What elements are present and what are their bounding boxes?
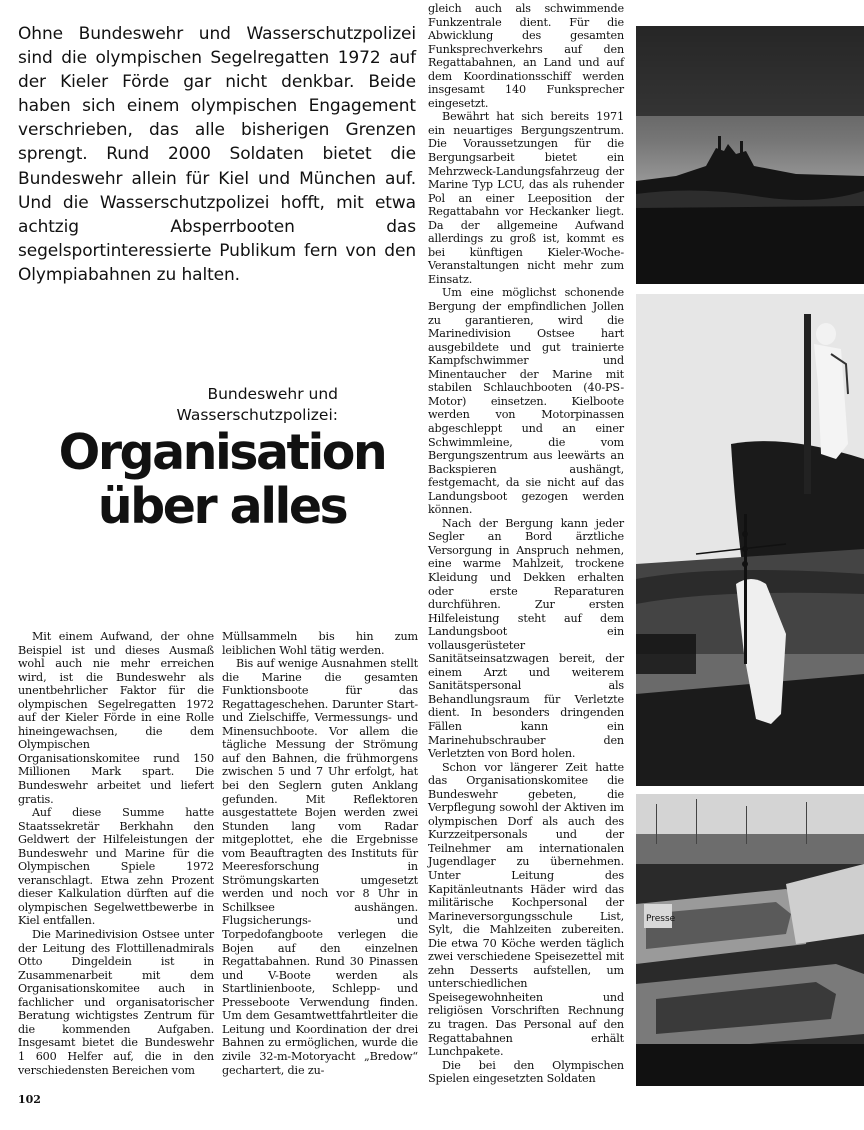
headline-line-1: Organisation [58, 424, 386, 481]
paragraph: Um eine möglichst schonende Bergung der empfindlichen Jollen zu garantieren, wird die Marinedivision Ostsee hart ausgebildete und gut trainierte Kampfschwimmer und Minentaucher der Marine mit stabilen Schlauchbooten (40-PS-Motor) einsetzen. Kielboote werden von Motorpinassen abgeschleppt und an einer Schwimmleine, die vom Bergungszentrum aus leewärts an Backspieren aushängt, festgemacht, da sie nicht auf das Landungsboot gezogen werden können. [428, 286, 624, 517]
lead-paragraph: Ohne Bundeswehr und Wasserschutzpolizei sind die olympischen Segelregatten 1972 auf der Kieler Förde gar nicht denkbar. Beide haben sich einem olympischen Engagement verschrieben, das alle bisherigen Grenzen sprengt. Rund 2000 Soldaten bietet die Bundeswehr allein für Kiel und München auf. Und die Wasserschutzpolizei hofft, mit etwa achtzig Absperrbooten das segelsportinteressierte Publikum fern von den Olympiabahnen zu halten. [18, 24, 416, 285]
paragraph: Schon vor längerer Zeit hatte das Organisationskomitee die Bundeswehr gebeten, die Verpflegung sowohl der Aktiven im olympischen Dorf als auch des Kurzzeitpersonals und der Teilnehmer am internationalen Jugendlager zu übernehmen. Unter Leitung des Kapitänleutnants Häder wird das militärische Kochpersonal der Marineversorgungsschule List, Sylt, die Mahlzeiten zubereiten. Die etwa 70 Köche werden täglich zwei verschiedene Speisezettel mit zehn Desserts aufstellen, um unterschiedlichen Speisegewohnheiten und religiösen Vorschriften Rechnung zu tragen. Das Personal auf den Regattabahnen erhält Lunchpakete. [428, 760, 624, 1059]
paragraph: Auf diese Summe hatte Staatssekretär Berkhahn den Geldwert der Hilfeleistungen der Bundeswehr und Marine für die Olympischen Spiele 1972 veranschlagt. Etwa zehn Prozent dieser Kalkulation dürften auf die olympischen Segelwettbewerbe in Kiel entfallen. [18, 806, 214, 928]
boat-marking: Presse [646, 914, 676, 924]
text-column-2 [222, 630, 418, 1077]
paragraph: Nach der Bergung kann jeder Segler an Bord ärztliche Versorgung in Anspruch nehmen, eine warme Mahlzeit, trockene Kleidung und Dekken erhalten oder erste Reparaturen durchführen. Zur ersten Hilfeleistung steht auf dem Landungsboot ein vollausgerüsteter Sanitätseinsatzwagen bereit, der einem Arzt und weiterem Sanitätspersonal als Behandlungsraum für Verletzte dient. In besonders dringenden Fällen kann ein Marinehubschrauber den Verletzten von Bord holen. [428, 516, 624, 761]
harbor-boats-photo [636, 794, 864, 1086]
paragraph: Müllsammeln bis hin zum leiblichen Wohl tätig werden. [222, 630, 418, 657]
paragraph: gleich auch als schwimmende Funkzentrale dient. Für die Abwicklung des gesamten Funksprechverkehrs auf den Regattabahnen, an Land und auf dem Koordinationsschiff werden insgesamt 140 Funksprecher eingesetzt. [428, 2, 624, 110]
paragraph: Die Marinedivision Ostsee unter der Leitung des Flottillenadmirals Otto Dingeldein ist in Zusammenarbeit mit dem Organisationskomitee auch in fachlicher und organisatorischer Beratung wichtigstes Zentrum für die kommenden Aufgaben. Insgesamt bietet die Bundeswehr 1 600 Helfer auf, die in den verschiedensten Bereichen vom [18, 928, 214, 1077]
headline [22, 426, 422, 534]
kicker-line-2: Wasserschutzpolizei: [176, 406, 338, 424]
sailor-at-mast-photo [636, 294, 864, 786]
paragraph: Bewährt hat sich bereits 1971 ein neuartiges Bergungszentrum. Die Voraussetzungen für die Bergungsarbeit bietet ein Mehrzweck-Landungsfahrzeug der Marine Typ LCU, das als ruhender Pol an einer Leeposition der Regattabahn vor Heckanker liegt. Da der allgemeine Aufwand allerdings zu groß ist, kommt es bei künftigen Kieler-Woche-Veranstaltungen nicht mehr zum Einsatz. [428, 110, 624, 286]
kicker-line-1: Bundeswehr und [207, 385, 338, 403]
paragraph: Die bei den Olympischen Spielen eingesetzten Soldaten [428, 1058, 624, 1086]
ship-silhouette-photo [636, 26, 864, 284]
page-number: 102 [18, 1093, 41, 1106]
headline-line-2: über alles [97, 478, 347, 535]
paragraph: Bis auf wenige Ausnahmen stellt die Marine die gesamten Funktionsboote für das Regattageschehen. Darunter Start- und Zielschiffe, Vermessungs- und Minensuchboote. Vor allem die tägliche Messung der Strömung auf den Bahnen, die frühmorgens zwischen 5 und 7 Uhr erfolgt, hat bei den Seglern guten Anklang gefunden. Mit Reflektoren ausgestattete Bojen werden zwei Stunden lang vom Radar mitgeplottet, ehe die Ergebnisse vom Beauftragten des Instituts für Meeresforschung in Strömungskarten umgesetzt werden und noch vor 8 Uhr in Schilksee aushängen. Flugsicherungs- und Torpedofangboote verlegen die Bojen auf den einzelnen Regattabahnen. Rund 30 Pinassen und V-Boote werden als Startlinienboote, Schlepp- und Presseboote Verwendung finden. Um dem Gesamtwettfahrtleiter die Leitung und Koordination der drei Bahnen zu ermöglichen, wurde die zivile 32-m-Motoryacht „Bredow“ gechartert, die zu- [222, 657, 418, 1077]
text-column-1 [18, 630, 214, 1077]
text-column-3 [428, 2, 624, 1086]
paragraph: Mit einem Aufwand, der ohne Beispiel ist und dieses Ausmaß wohl auch nie mehr erreichen wird, ist die Bundeswehr als unentbehrlicher Faktor für die olympischen Segelregatten 1972 auf der Kieler Förde in eine Rolle hineingewachsen, die dem Olympischen Organisationskomitee rund 150 Millionen Mark spart. Die Bundeswehr arbeitet und liefert gratis. [18, 630, 214, 806]
kicker [100, 384, 338, 426]
